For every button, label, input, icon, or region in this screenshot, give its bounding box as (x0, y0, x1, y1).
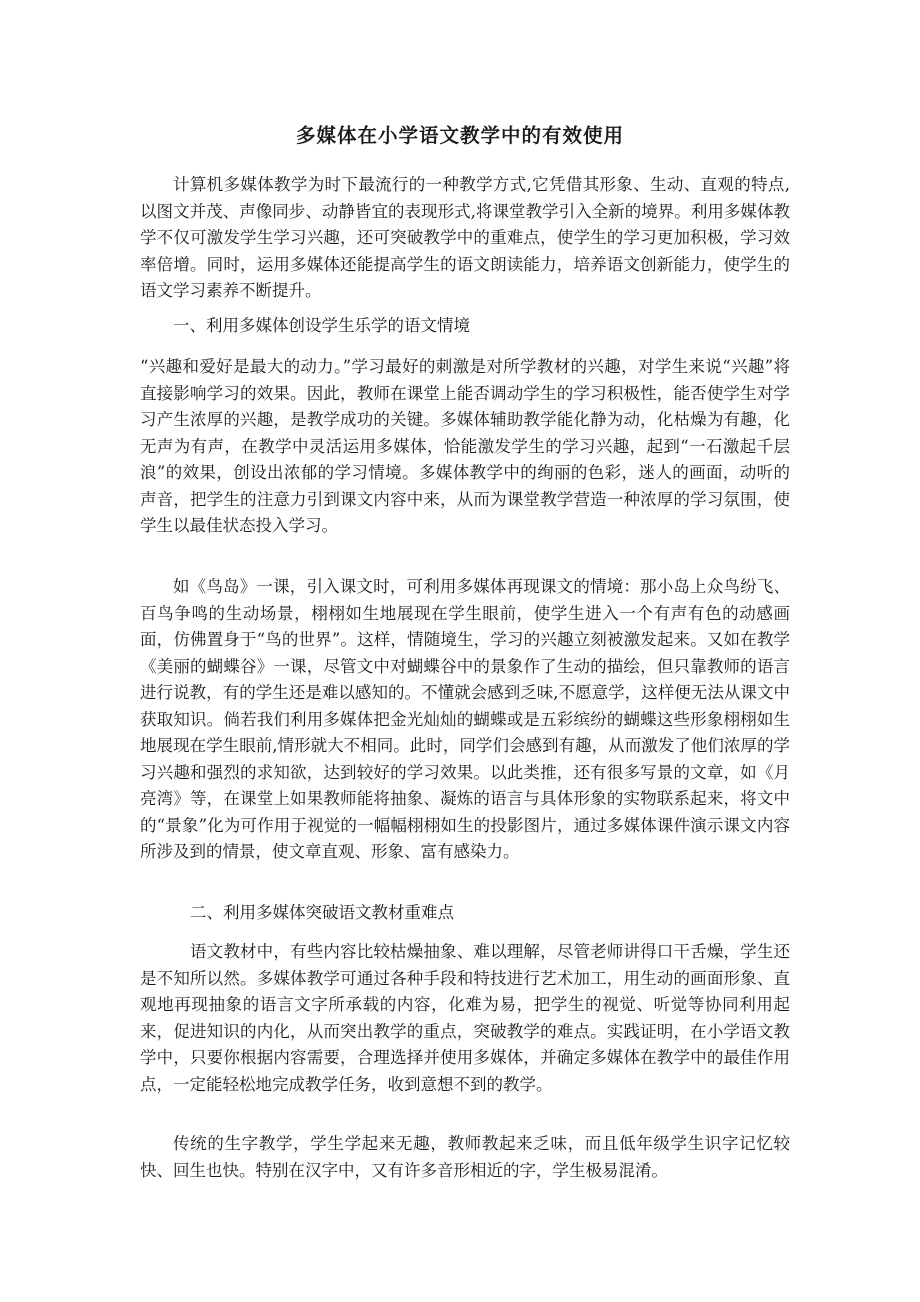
section-heading-2: 二、利用多媒体突破语文教材重难点 (190, 903, 454, 922)
paragraph-difficulties: 语文教材中，有些内容比较枯燥抽象、难以理解，尽管老师讲得口干舌燥，学生还是不知所以然。多媒体教学可通过各种手段和特技进行艺术加工，用生动的画面形象、直观地再现抽象的语言文字所承载的内容，化难为易，把学生的视觉、听觉等协同利用起来，促进知识的内化，从而突出教学的重点，突破教学的难点。实践证明，在小学语文教学中，只要你根据内容需要，合理选择并使用多媒体，并确定多媒体在教学中的最佳作用点，一定能轻松地完成教学任务，收到意想不到的教学。 (140, 942, 790, 1094)
paragraph-intro: 计算机多媒体教学为时下最流行的一种教学方式,它凭借其形象、生动、直观的特点,以图文并茂、声像同步、动静皆宜的表现形式,将课堂教学引入全新的境界。利用多媒体教学不仅可激发学生学习兴趣，还可突破教学中的重难点，使学生的学习更加积极，学习效率倍增。同时，运用多媒体还能提高学生的语文朗读能力，培养语文创新能力，使学生的语文学习素养不断提升。 (140, 175, 790, 300)
paragraph-examples: 如《鸟岛》一课，引入课文时，可利用多媒体再现课文的情境：那小岛上众鸟纷飞、百鸟争鸣的生动场景，栩栩如生地展现在学生眼前，使学生进入一个有声有色的动感画面，仿佛置身于“鸟的世界”。这样，情随境生，学习的兴趣立刻被激发起来。又如在教学《美丽的蝴蝶谷》一课，尽管文中对蝴蝶谷中的景象作了生动的描绘，但只靠教师的语言进行说教，有的学生还是难以感知的。不懂就会感到乏味,不愿意学，这样便无法从课文中获取知识。倘若我们利用多媒体把金光灿灿的蝴蝶或是五彩缤纷的蝴蝶这些形象栩栩如生地展现在学生眼前,情形就大不相同。此时，同学们会感到有趣，从而激发了他们浓厚的学习兴趣和强烈的求知欲，达到较好的学习效果。以此类推，还有很多写景的文章，如《月亮湾》等，在课堂上如果教师能将抽象、凝炼的语言与具体形象的实物联系起来，将文中的“景象”化为可作用于视觉的一幅幅栩栩如生的投影图片，通过多媒体课件演示课文内容所涉及到的情景，使文章直观、形象、富有感染力。 (140, 577, 790, 861)
paragraph-characters: 传统的生字教学，学生学起来无趣，教师教起来乏味，而且低年级学生识字记忆较快、回生也快。特别在汉字中，又有许多音形相近的字，学生极易混淆。 (140, 1134, 790, 1180)
section-heading-1: 一、利用多媒体创设学生乐学的语文情境 (173, 316, 470, 335)
document-title: 多媒体在小学语文教学中的有效使用 (295, 124, 624, 147)
paragraph-interest: “兴趣和爱好是最大的动力。”学习最好的刺激是对所学教材的兴趣，对学生来说“兴趣”将直接影响学习的效果。因此，教师在课堂上能否调动学生的学习积极性，能否使学生对学习产生浓厚的兴趣，是教学成功的关键。多媒体辅助教学能化静为动，化枯燥为有趣，化无声为有声，在教学中灵活运用多媒体，恰能激发学生的学习兴趣，起到“一石激起千层浪”的效果，创设出浓郁的学习情境。多媒体教学中的绚丽的色彩，迷人的画面，动听的声音，把学生的注意力引到课文内容中来，从而为课堂教学营造一种浓厚的学习氛围，使学生以最佳状态投入学习。 (140, 357, 790, 535)
